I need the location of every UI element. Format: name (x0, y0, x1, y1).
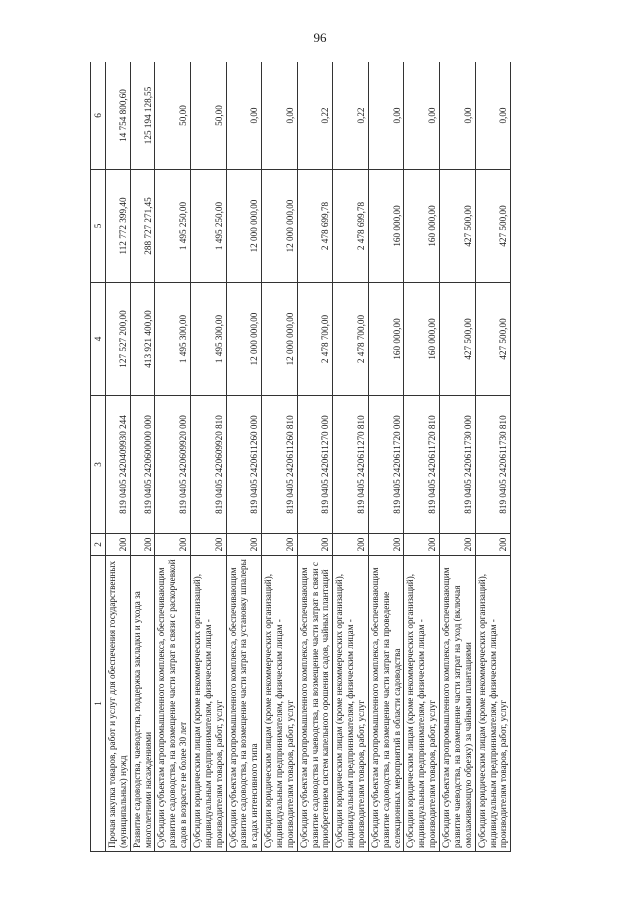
row-code-cell: 200 (226, 534, 262, 556)
row-remainder-cell: 0,00 (440, 62, 476, 170)
row-actual-cell: 160 000,00 (368, 170, 404, 283)
row-plan-cell: 160 000,00 (404, 283, 440, 396)
row-actual-cell: 2 478 699,78 (297, 170, 333, 283)
row-plan-cell: 12 000 000,00 (262, 283, 298, 396)
row-name-cell: Субсидии юридическим лицам (кроме некоммерческих организаций), индивидуальным предпринимателям, физическим лицам - производителям товаров, работ, услуг (333, 556, 369, 852)
table-row (297, 62, 333, 852)
row-code-cell: 200 (297, 534, 333, 556)
row-kbk-cell: 819 0405 2420600000 000 (130, 396, 155, 534)
row-remainder-cell: 0,00 (475, 62, 511, 170)
row-kbk-cell: 819 0405 2420611270 810 (333, 396, 369, 534)
row-kbk-cell: 819 0405 2420611270 000 (297, 396, 333, 534)
row-actual-cell: 112 772 399,40 (106, 170, 131, 283)
row-actual-cell: 2 478 699,78 (333, 170, 369, 283)
table-row (106, 62, 131, 852)
row-code-cell: 200 (440, 534, 476, 556)
row-code-cell: 200 (130, 534, 155, 556)
row-code-cell: 200 (106, 534, 131, 556)
col-header-6: 6 (91, 62, 106, 170)
row-remainder-cell: 125 194 128,55 (130, 62, 155, 170)
row-name-cell: Субсидии юридическим лицам (кроме некоммерческих организаций), индивидуальным предпринимателям, физическим лицам - производителям товаров, работ, услуг (404, 556, 440, 852)
row-remainder-cell: 0,00 (404, 62, 440, 170)
row-code-cell: 200 (333, 534, 369, 556)
row-code-cell: 200 (191, 534, 227, 556)
row-plan-cell: 2 478 700,00 (297, 283, 333, 396)
col-header-4: 4 (91, 283, 106, 396)
row-kbk-cell: 819 0405 2420609920 810 (191, 396, 227, 534)
row-name-cell: Субсидии субъектам агропромышленного комплекса, обеспечивающим развитие садоводства, на возмещение части затрат на установку шпалеры в садах интенсивного типа (226, 556, 262, 852)
row-remainder-cell: 0,00 (262, 62, 298, 170)
table-row (155, 62, 191, 852)
row-remainder-cell: 50,00 (191, 62, 227, 170)
row-kbk-cell: 819 0405 2420409930 244 (106, 396, 131, 534)
row-code-cell: 200 (404, 534, 440, 556)
row-actual-cell: 160 000,00 (404, 170, 440, 283)
row-kbk-cell: 819 0405 2420611260 000 (226, 396, 262, 534)
table-row (368, 62, 404, 852)
row-code-cell: 200 (155, 534, 191, 556)
row-kbk-cell: 819 0405 2420611260 810 (262, 396, 298, 534)
row-actual-cell: 427 500,00 (440, 170, 476, 283)
table-row (333, 62, 369, 852)
row-remainder-cell: 14 754 800,60 (106, 62, 131, 170)
row-remainder-cell: 0,00 (226, 62, 262, 170)
row-actual-cell: 1 495 250,00 (191, 170, 227, 283)
row-actual-cell: 288 727 271,45 (130, 170, 155, 283)
row-plan-cell: 427 500,00 (440, 283, 476, 396)
row-plan-cell: 413 921 400,00 (130, 283, 155, 396)
row-plan-cell: 1 495 300,00 (155, 283, 191, 396)
table-row (404, 62, 440, 852)
rotated-table-area (90, 62, 535, 852)
rotated-content (90, 62, 535, 852)
row-name-cell: Прочая закупка товаров, работ и услуг для обеспечения государственных (муниципальных) нужд (106, 556, 131, 852)
row-code-cell: 200 (262, 534, 298, 556)
col-header-3: 3 (91, 396, 106, 534)
row-name-cell: Развитие садоводства, чаеводства, поддержка закладки и ухода за многолетними насаждениями (130, 556, 155, 852)
row-name-cell: Субсидии субъектам агропромышленного комплекса, обеспечивающим развитие чаеводства, на возмещение части затрат на уход (включая омолаживающую обрезку) за чайными плантациями (440, 556, 476, 852)
row-actual-cell: 12 000 000,00 (226, 170, 262, 283)
row-kbk-cell: 819 0405 2420611720 810 (404, 396, 440, 534)
row-kbk-cell: 819 0405 2420609920 000 (155, 396, 191, 534)
table-row (130, 62, 155, 852)
row-plan-cell: 2 478 700,00 (333, 283, 369, 396)
table-row (191, 62, 227, 852)
row-actual-cell: 427 500,00 (475, 170, 511, 283)
row-name-cell: Субсидии субъектам агропромышленного комплекса, обеспечивающим развитие садоводства, на возмещение части затрат на проведение селекционных мероприятий в области садоводства (368, 556, 404, 852)
row-name-cell: Субсидии юридическим лицам (кроме некоммерческих организаций), индивидуальным предпринимателям, физическим лицам - производителям товаров, работ, услуг (475, 556, 511, 852)
row-remainder-cell: 50,00 (155, 62, 191, 170)
table-row (440, 62, 476, 852)
row-remainder-cell: 0,00 (368, 62, 404, 170)
row-remainder-cell: 0,22 (333, 62, 369, 170)
table-row (226, 62, 262, 852)
budget-table (90, 62, 511, 852)
col-header-5: 5 (91, 170, 106, 283)
col-header-2: 2 (91, 534, 106, 556)
row-kbk-cell: 819 0405 2420611730 810 (475, 396, 511, 534)
row-kbk-cell: 819 0405 2420611720 000 (368, 396, 404, 534)
row-kbk-cell: 819 0405 2420611730 000 (440, 396, 476, 534)
row-actual-cell: 1 495 250,00 (155, 170, 191, 283)
row-plan-cell: 160 000,00 (368, 283, 404, 396)
row-name-cell: Субсидии субъектам агропромышленного комплекса, обеспечивающим развитие садоводства, на возмещение части затрат в связи с раскорчевкой садов в возрасте не более 30 лет (155, 556, 191, 852)
page-number: 96 (313, 30, 327, 45)
row-actual-cell: 12 000 000,00 (262, 170, 298, 283)
row-name-cell: Субсидии юридическим лицам (кроме некоммерческих организаций), индивидуальным предпринимателям, физическим лицам - производителям товаров, работ, услуг (262, 556, 298, 852)
row-plan-cell: 1 495 300,00 (191, 283, 227, 396)
row-plan-cell: 427 500,00 (475, 283, 511, 396)
row-code-cell: 200 (475, 534, 511, 556)
row-plan-cell: 12 000 000,00 (226, 283, 262, 396)
table-row (475, 62, 511, 852)
row-code-cell: 200 (368, 534, 404, 556)
row-name-cell: Субсидии субъектам агропромышленного комплекса, обеспечивающим развитие садоводства и чаеводства, на возмещение части затрат в связи с приобретением систем капельного орошения садов, чайных плантаций (297, 556, 333, 852)
col-header-1: 1 (91, 556, 106, 852)
row-plan-cell: 127 527 200,00 (106, 283, 131, 396)
table-row (262, 62, 298, 852)
row-name-cell: Субсидии юридическим лицам (кроме некоммерческих организаций), индивидуальным предпринимателям, физическим лицам - производителям товаров, работ, услуг (191, 556, 227, 852)
header-row (91, 62, 106, 852)
row-remainder-cell: 0,22 (297, 62, 333, 170)
